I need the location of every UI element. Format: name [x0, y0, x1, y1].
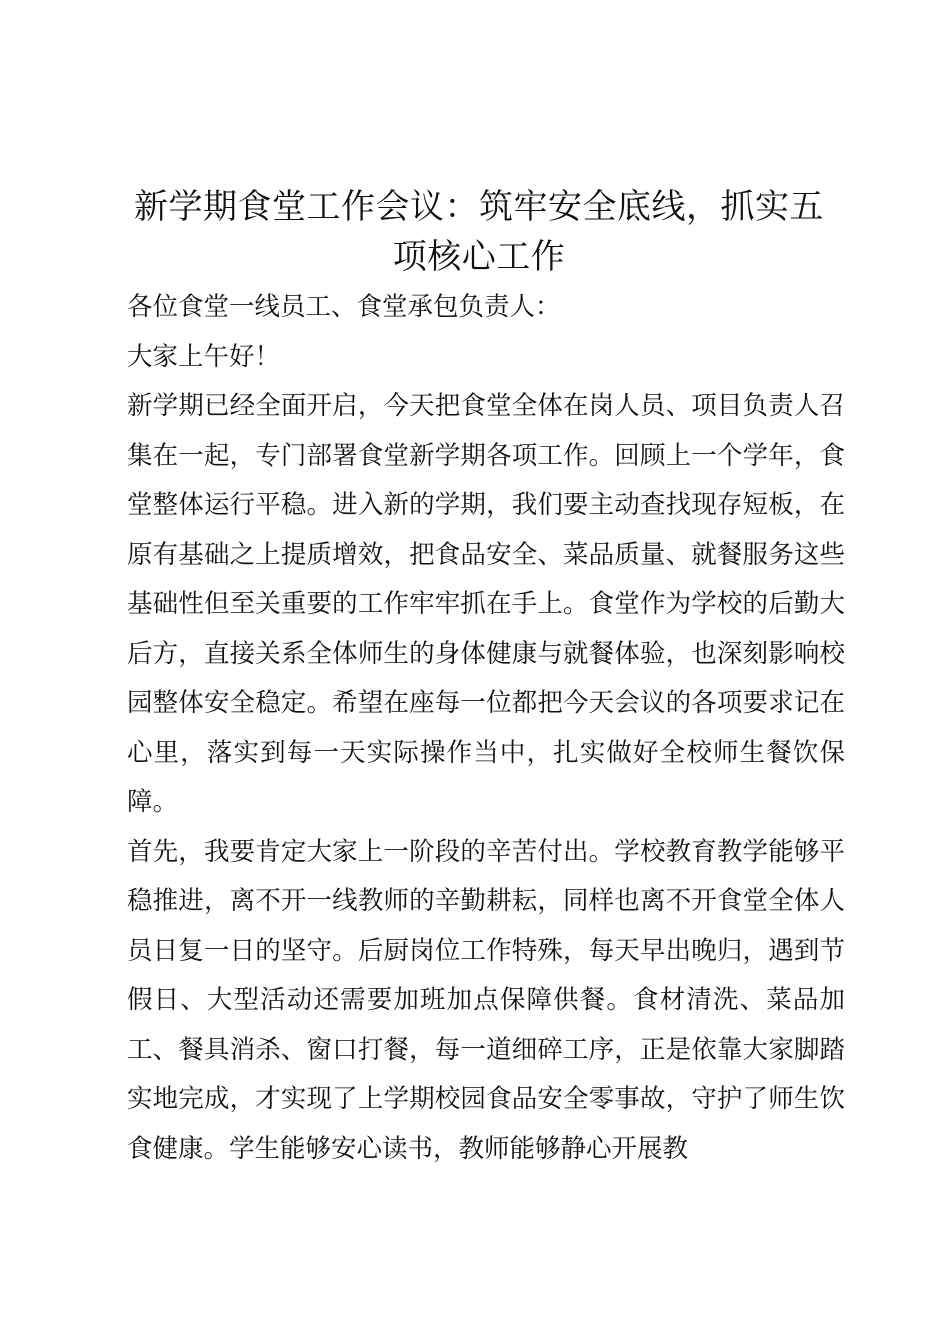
salutation-paragraph: 各位食堂一线员工、食堂承包负责人：	[127, 292, 561, 322]
document-title: 新学期食堂工作会议：筑牢安全底线，抓实五项核心工作	[134, 187, 824, 277]
document-body	[127, 283, 845, 1174]
body-paragraph: 首先，我要肯定大家上一阶段的辛苦付出。学校教育教学能够平稳推进，离不开一线教师的辛勤耕耘，同样也离不开食堂全体人员日复一日的坚守。后厨岗位工作特殊，每天早出晚归，遇到节假日、大型活动还需要加班加点保障供餐。食材清洗、菜品加工、餐具消杀、窗口打餐，每一道细碎工序，正是依靠大家脚踏实地完成，才实现了上学期校园食品安全零事故，守护了师生饮食健康。学生能够安心读书，教师能够静心开展教	[127, 836, 845, 1164]
greeting-paragraph: 大家上午好！	[127, 341, 281, 372]
body-paragraph: 新学期已经全面开启，今天把食堂全体在岗人员、项目负责人召集在一起，专门部署食堂新学期各项工作。回顾上一个学年，食堂整体运行平稳。进入新的学期，我们要主动查找现存短板，在原有基础之上提质增效，把食品安全、菜品质量、就餐服务这些基础性但至关重要的工作牢牢抓在手上。食堂作为学校的后勤大后方，直接关系全体师生的身体健康与就餐体验，也深刻影响校园整体安全稳定。希望在座每一位都把今天会议的各项要求记在心里，落实到每一天实际操作当中，扎实做好全校师生餐饮保障。	[127, 391, 845, 817]
